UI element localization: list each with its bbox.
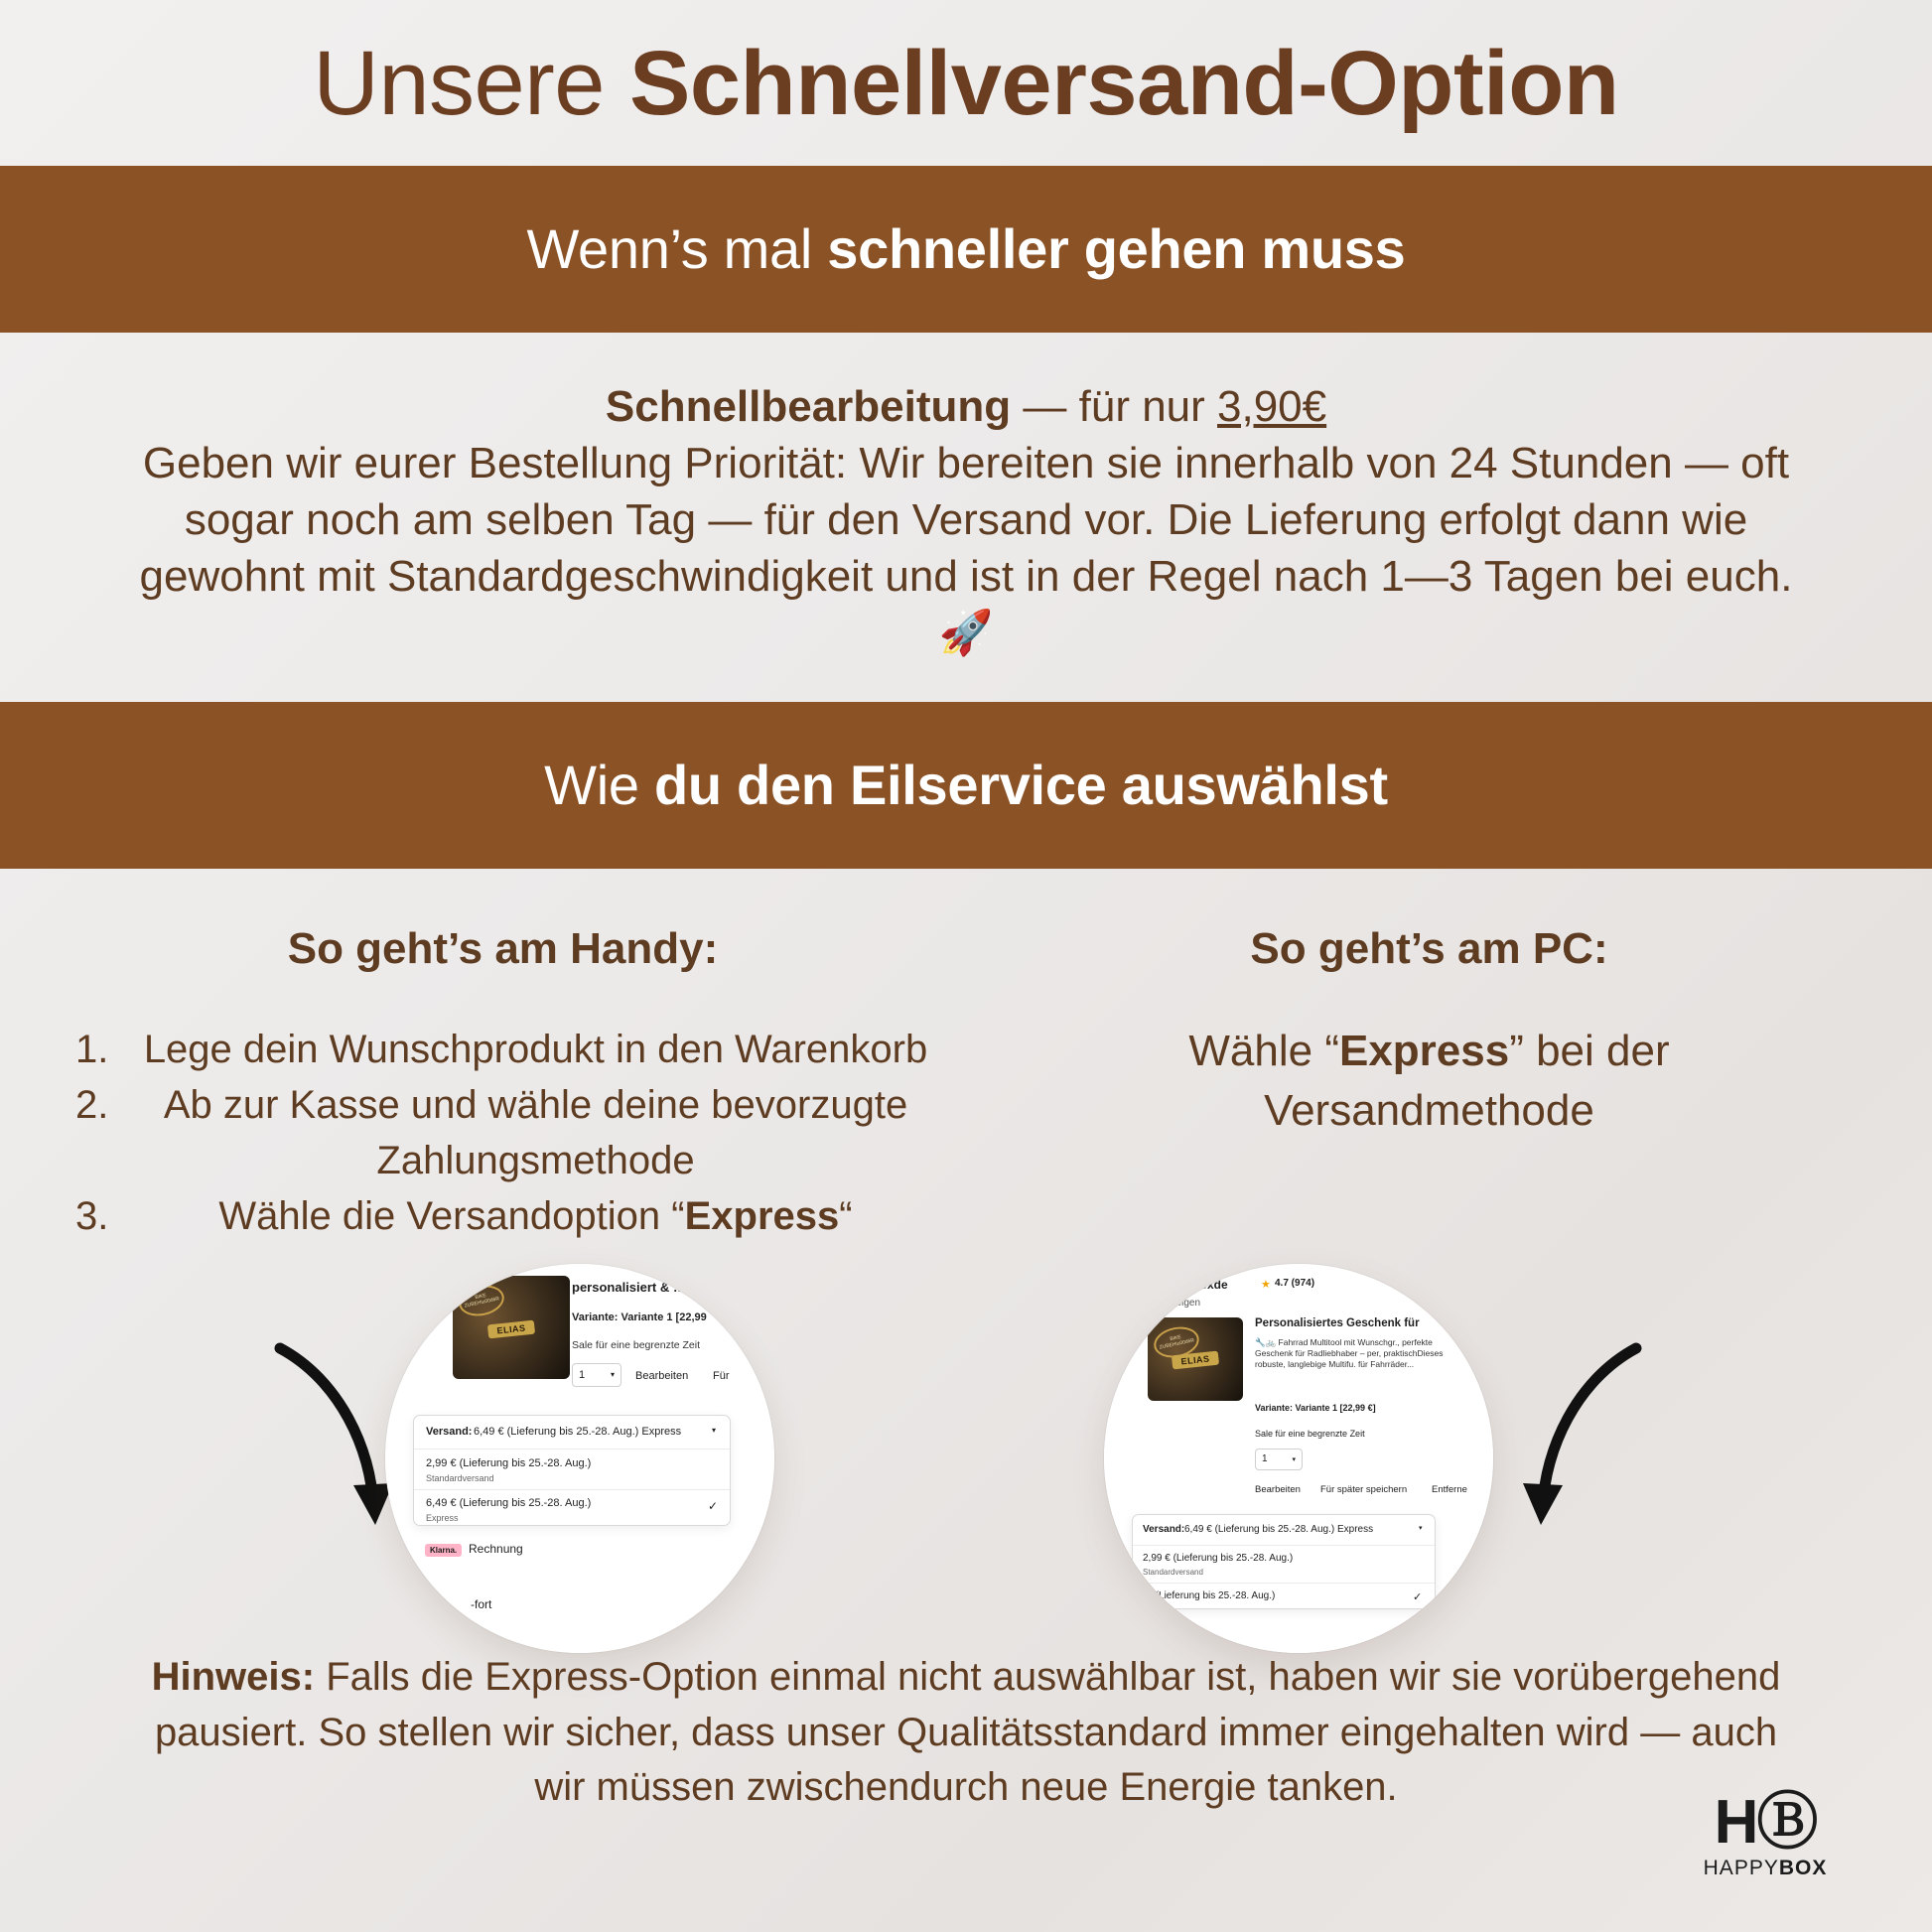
shipping-option-standard[interactable]: 2,99 € (Lieferung bis 25.-28. Aug.) — [1143, 1552, 1294, 1564]
product-title-line: personalisiert & … — [572, 1279, 686, 1295]
variant-line: Variante: Variante 1 [22,99 €] — [1255, 1402, 1376, 1413]
shipping-label: Versand: — [426, 1425, 473, 1438]
instructions-columns — [0, 869, 1932, 1244]
mobile-screenshot-bubble — [385, 1264, 774, 1653]
step-number: 2. — [75, 1082, 109, 1127]
note-text — [149, 1650, 1783, 1815]
thumbnail-name-tag: ELIAS — [487, 1319, 535, 1338]
shop-name[interactable]: appyBoxde — [1164, 1277, 1228, 1292]
step-text-bold: Express — [684, 1193, 840, 1238]
step-text: Ab zur Kasse und wähle deine bevorzugte Zahlungsmethode — [163, 1082, 908, 1182]
sale-label: Sale für eine begrenzte Zeit — [1255, 1428, 1365, 1439]
intro-lead-rest: — für nur — [1011, 381, 1218, 431]
shipping-option-express[interactable]: 9 € (Lieferung bis 25.-28. Aug.) — [1139, 1589, 1276, 1601]
shipping-option-standard-sub: Standardversand — [1143, 1567, 1203, 1577]
shipping-option-express[interactable]: 6,49 € (Lieferung bis 25.-28. Aug.) — [426, 1496, 592, 1509]
shipping-option-standard-sub: Standardversand — [426, 1472, 494, 1483]
quantity-value: 1 — [579, 1368, 586, 1381]
chevron-down-icon: ▾ — [1292, 1455, 1296, 1463]
intro-body: Geben wir eurer Bestellung Priorität: Wir bereiten sie innerhalb von 24 Stunden — oft sogar noch am selben Tag — für den Versand vor. Die Lieferung erfolgt dann wie gewohnt mit Standardgeschwindigkeit und ist in der Regel nach 1—3 Tagen bei euch. 🚀 — [139, 438, 1793, 658]
step-text: Lege dein Wunschprodukt in den Warenkorb — [143, 1027, 928, 1071]
intro-lead-bold: Schnellbearbeitung — [605, 381, 1012, 431]
step-number: 1. — [75, 1027, 109, 1071]
logo-name-bold: BOX — [1778, 1857, 1828, 1879]
step-text-pre: Wähle die Versandoption “ — [218, 1193, 685, 1238]
product-thumbnail — [453, 1276, 570, 1379]
chevron-down-icon: ▾ — [610, 1370, 615, 1380]
chevron-down-icon: ▾ — [1419, 1524, 1423, 1532]
banner-2-bold: du den Eilservice auswählst — [653, 754, 1388, 817]
banner-section-1 — [0, 166, 1932, 333]
save-for-later-link[interactable]: Für später speichern — [1320, 1483, 1408, 1495]
logo-wordmark — [1676, 1857, 1855, 1880]
quantity-select[interactable] — [572, 1363, 621, 1387]
shipping-label: Versand: — [1143, 1523, 1185, 1535]
thumbnail-name-tag: ELIAS — [1172, 1351, 1219, 1370]
logo-name-light: HAPPY — [1703, 1857, 1779, 1879]
page-title-light: Unsere — [313, 33, 630, 134]
brand-logo — [1676, 1788, 1855, 1880]
logo-mark-icon: HⒷ — [1714, 1788, 1817, 1858]
banner-1-text — [527, 216, 1406, 281]
list-item — [75, 1077, 930, 1188]
for-later-link[interactable]: Für — [713, 1369, 730, 1382]
pc-screenshot — [1104, 1264, 1493, 1653]
shop-rating: 4.7 (974) — [1275, 1277, 1315, 1289]
star-icon: ★ — [1261, 1278, 1271, 1291]
edit-link[interactable]: Bearbeiten — [1255, 1483, 1301, 1495]
intro-paragraph — [0, 333, 1932, 702]
banner-2-light: Wie — [544, 754, 654, 817]
divider — [414, 1489, 730, 1490]
arrow-to-pc-icon — [1499, 1340, 1648, 1539]
step-text — [141, 1188, 930, 1244]
banner-1-bold: schneller gehen muss — [827, 217, 1406, 281]
mobile-column — [40, 924, 966, 1244]
chevron-down-icon: ▾ — [712, 1425, 717, 1435]
mobile-heading: So geht’s am Handy: — [287, 923, 719, 973]
mobile-screenshot — [385, 1264, 774, 1653]
page-title-bold: Schnellversand-Option — [629, 33, 1619, 134]
continue-text: -fort — [471, 1596, 492, 1611]
variant-line: Variante: Variante 1 [22,99 — [572, 1311, 707, 1323]
remove-link[interactable]: Entferne — [1432, 1483, 1467, 1495]
check-icon: ✓ — [1413, 1590, 1423, 1603]
klarna-label: Rechnung — [469, 1541, 523, 1556]
mobile-steps — [40, 1022, 966, 1244]
pc-heading: So geht’s am PC: — [1250, 923, 1608, 973]
divider — [1133, 1583, 1435, 1584]
banner-2-text — [544, 753, 1388, 817]
pc-instruction — [966, 1022, 1892, 1142]
note-label: Hinweis: — [151, 1655, 316, 1700]
klarna-badge: Klarna. — [425, 1544, 462, 1557]
note-body: Falls die Express-Option einmal nicht auswählbar ist, haben wir sie vorübergehend pausiert. So stellen wir sicher, dass unser Qualitätsstandard immer eingehalten wird — auch wir müssen zwischendurch neue Energie tanken. — [154, 1655, 1781, 1809]
banner-1-light: Wenn’s mal — [526, 217, 828, 281]
shipping-option-standard[interactable]: 2,99 € (Lieferung bis 25.-28. Aug.) — [426, 1456, 592, 1469]
step-text-post: “ — [839, 1193, 853, 1238]
step-number: 3. — [75, 1193, 109, 1238]
intro-lead — [139, 378, 1793, 435]
banner-section-2 — [0, 702, 1932, 869]
list-item — [75, 1022, 930, 1077]
check-icon: ✓ — [708, 1498, 719, 1513]
quantity-select[interactable] — [1255, 1449, 1303, 1470]
shipping-option-express-sub: Express — [426, 1512, 459, 1523]
thumbnail-badge: BIKE ZUBEH\u00d6R — [456, 1281, 506, 1319]
product-description: 🔧🚲 Fahrrad Multitool mit Wunschgr., perfekte Geschenk für Radliebhaber – per, praktischDieses robuste, langlebige Multifu. für Fahrräder... — [1255, 1336, 1444, 1370]
product-thumbnail — [1148, 1317, 1243, 1401]
shipping-selected-value: 6,49 € (Lieferung bis 25.-28. Aug.) Express — [1184, 1523, 1374, 1535]
page-title — [0, 0, 1932, 132]
pc-screenshot-bubble — [1104, 1264, 1493, 1653]
pc-instruction-post: ” bei der Versandmethode — [1264, 1026, 1670, 1136]
shipping-selected-value: 6,49 € (Lieferung bis 25.-28. Aug.) Express — [474, 1425, 682, 1438]
shipping-dropdown-panel[interactable] — [413, 1415, 731, 1526]
sale-label: Sale für eine begrenzte Zeit — [572, 1338, 700, 1351]
shipping-dropdown-panel[interactable] — [1132, 1514, 1436, 1609]
edit-link[interactable]: Bearbeiten — [635, 1369, 689, 1382]
intro-price: 3,90€ — [1217, 381, 1327, 431]
pc-instruction-pre: Wähle “ — [1188, 1026, 1339, 1075]
list-item — [75, 1188, 930, 1244]
quantity-value: 1 — [1262, 1453, 1268, 1465]
show-all-link[interactable]: uß anzeigen — [1146, 1297, 1201, 1309]
pc-column — [966, 924, 1892, 1244]
divider — [1133, 1545, 1435, 1546]
pc-instruction-bold: Express — [1338, 1026, 1510, 1075]
thumbnail-badge: BIKE ZUBEH\u00d6R — [1151, 1322, 1201, 1361]
product-title[interactable]: Personalisiertes Geschenk für — [1255, 1316, 1420, 1329]
